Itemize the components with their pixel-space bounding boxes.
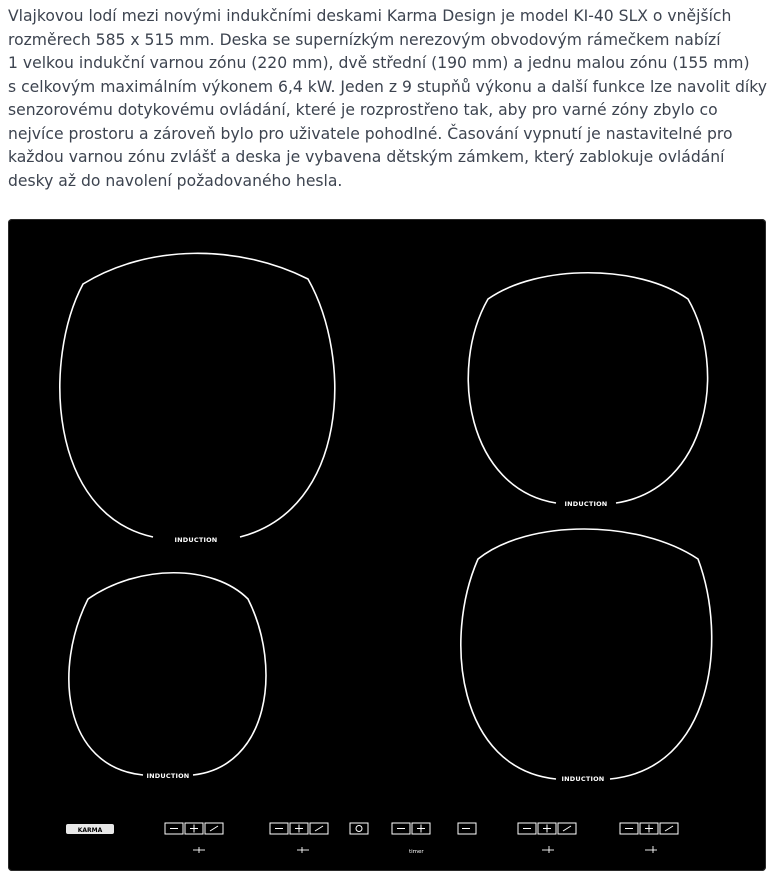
description-line: každou varnou zónu zvlášť a deska je vybavena dětským zámkem, který zablokuje ovládání — [8, 148, 725, 166]
cooktop-image — [8, 219, 766, 871]
control-group-4 — [620, 823, 678, 834]
cooking-zone-small — [69, 573, 266, 775]
zone-label: INDUCTION — [561, 775, 605, 783]
cooking-zone-bottom-right — [461, 529, 712, 779]
cooking-zone-top-right — [468, 273, 707, 503]
control-group-2 — [270, 823, 328, 834]
description-line: Vlajkovou lodí mezi novými indukčními deskami Karma Design je model KI-40 SLX o vnějších — [8, 7, 732, 25]
power-icon — [350, 823, 368, 834]
control-group-1 — [165, 823, 223, 834]
cooktop-drawing — [8, 219, 766, 871]
description-line: rozměrech 585 x 515 mm. Deska se supernízkým nerezovým obvodovým rámečkem nabízí — [8, 30, 721, 49]
zone-label: INDUCTION — [564, 500, 608, 508]
timer-label: timer — [409, 849, 424, 855]
description-line: desky až do navolení požadovaného hesla. — [8, 171, 343, 190]
cooking-zone-large — [60, 253, 335, 537]
lock-icon — [458, 823, 476, 834]
control-group-timer — [392, 823, 430, 834]
control-group-3 — [518, 823, 576, 834]
product-description — [8, 5, 776, 193]
brand-logo — [66, 824, 114, 834]
description-line: nejvíce prostoru a zároveň bylo pro uživatele pohodlné. Časování vypnutí je nastavitelné pro — [8, 124, 733, 143]
zone-label: INDUCTION — [174, 536, 218, 544]
description-line: s celkovým maximálním výkonem 6,4 kW. Jeden z 9 stupňů výkonu a další funkce lze navolit díky — [8, 77, 767, 96]
description-line: senzorovému dotykovému ovládání, které je rozprostřeno tak, aby pro varné zóny zbylo co — [8, 101, 718, 119]
zone-label: INDUCTION — [146, 772, 190, 780]
zone-indicator-icon — [193, 846, 657, 853]
svg-text:KARMA: KARMA — [77, 827, 103, 834]
description-line: 1 velkou indukční varnou zónu (220 mm), dvě střední (190 mm) a jednu malou zónu (155 mm) — [8, 54, 750, 72]
